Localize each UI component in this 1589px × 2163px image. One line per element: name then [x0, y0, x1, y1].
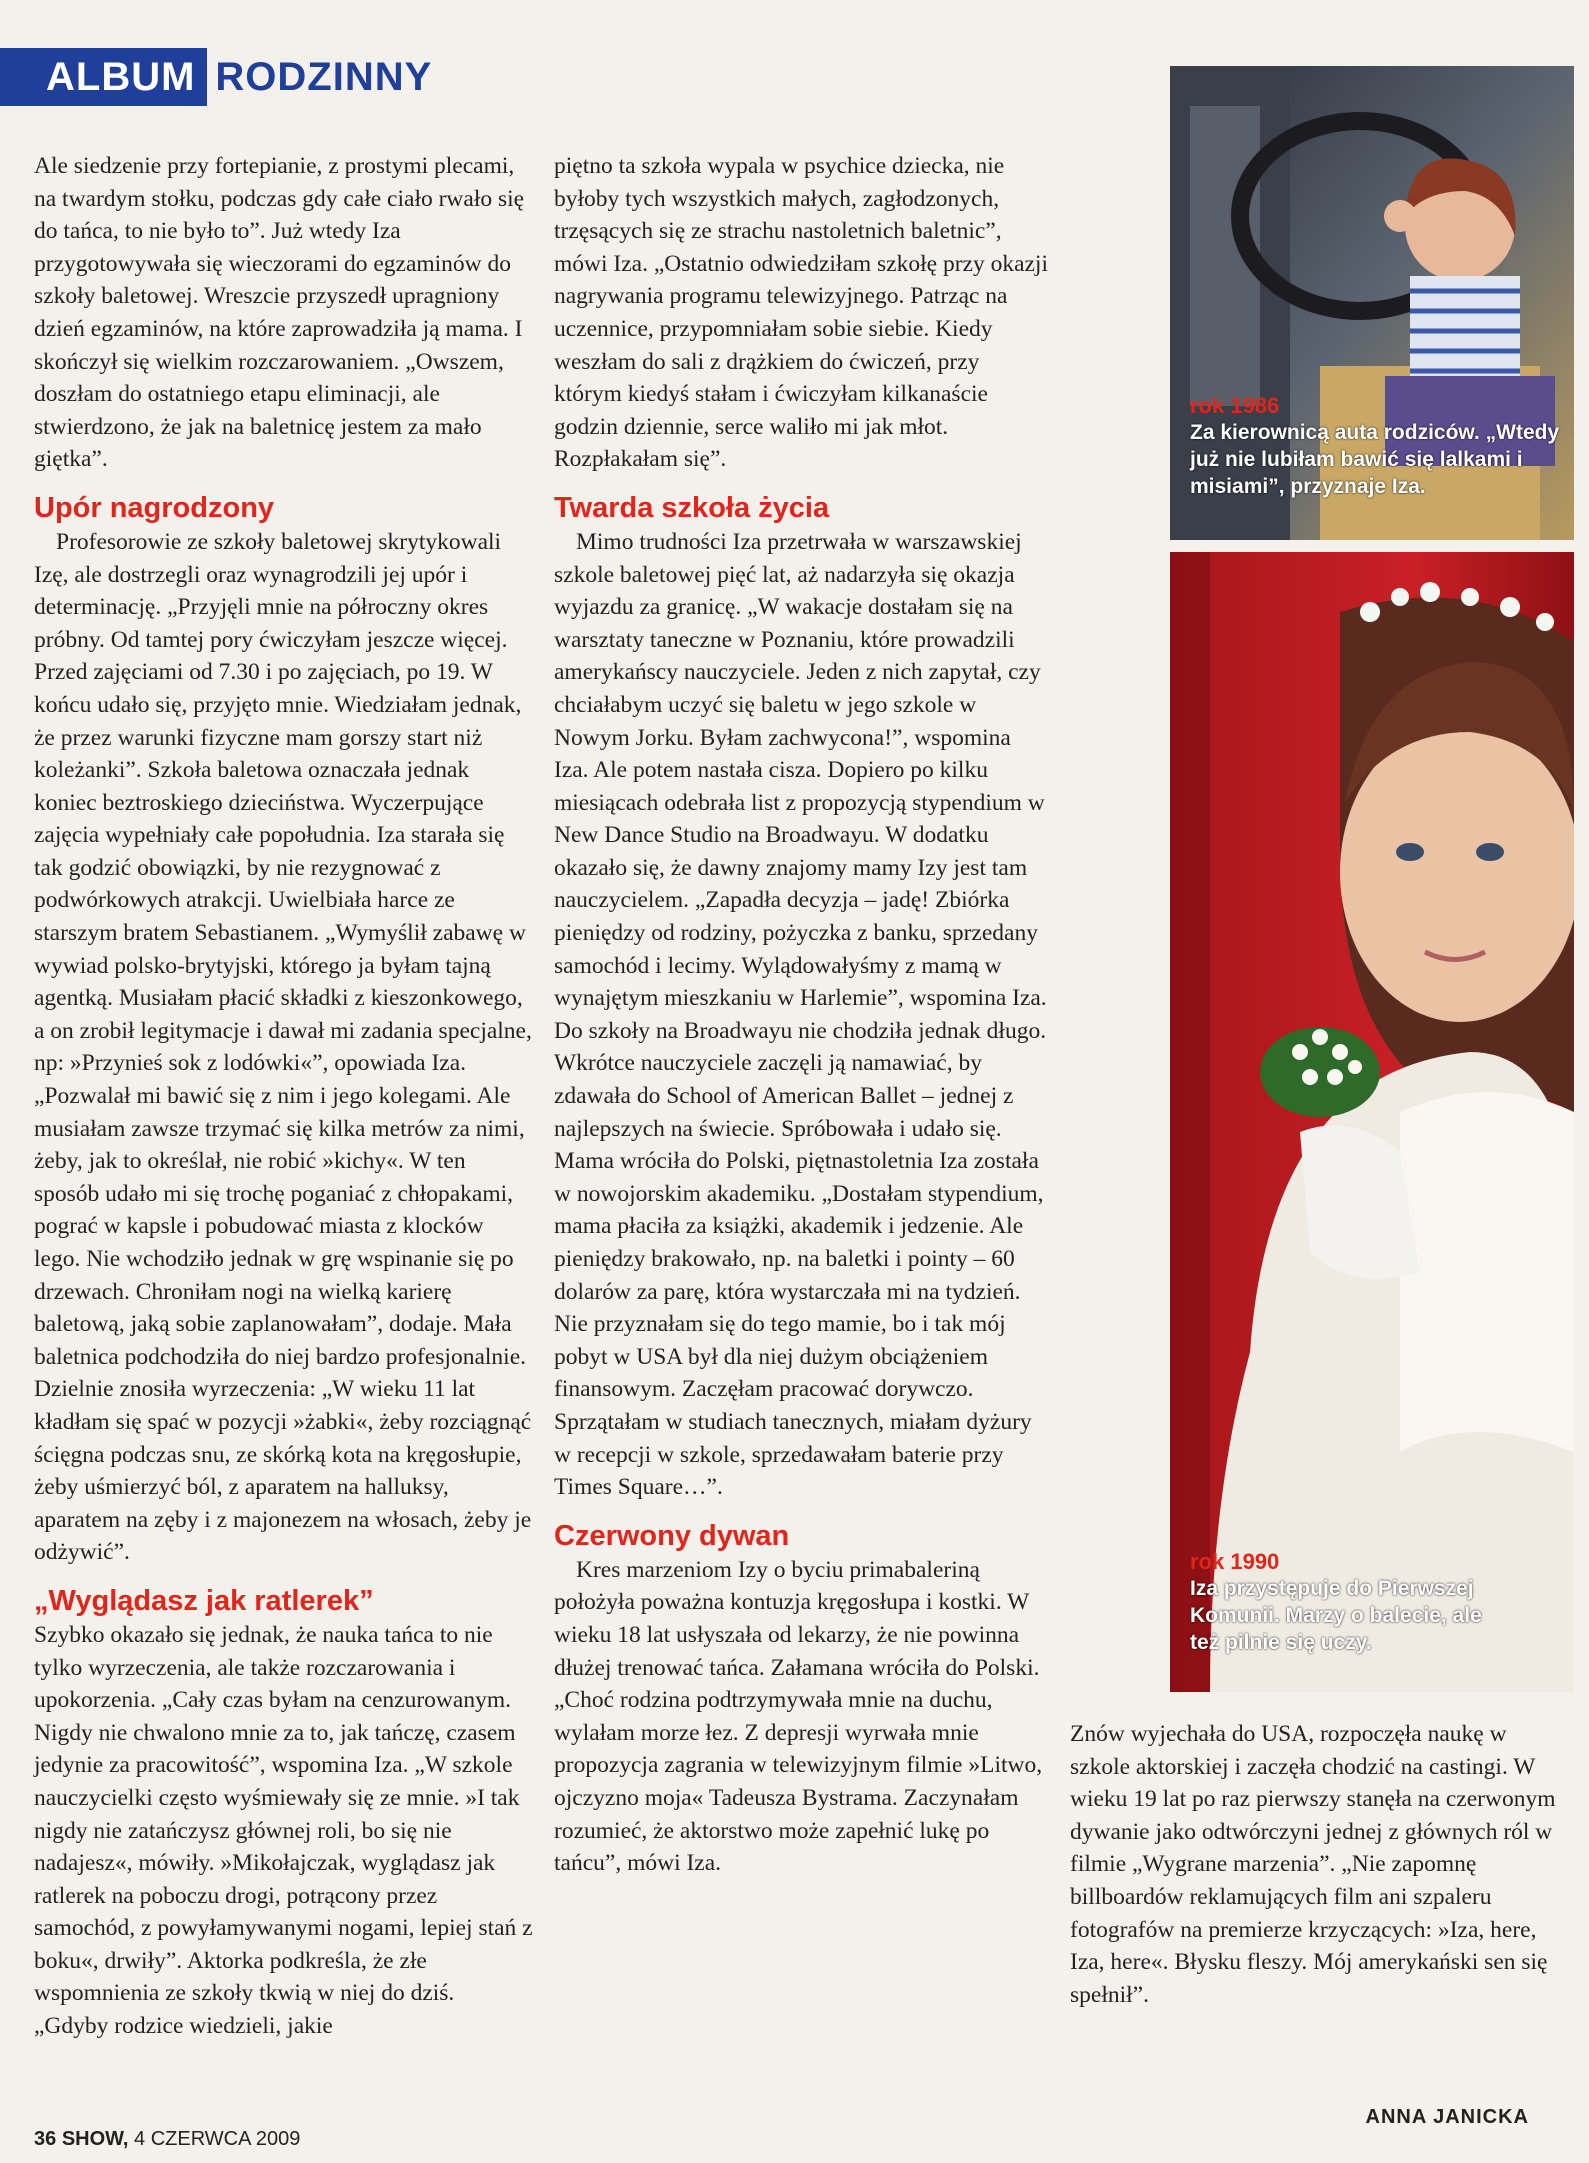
caption-year: rok 1986 [1190, 393, 1280, 418]
caption-1990 [1190, 1548, 1490, 1656]
paragraph: Kres marzeniom Izy o byciu primabaleriną położyła poważna kontuzja kręgosłupa i kostki. W wieku 18 lat usłyszała od lekarzy, że nie powinna dłużej trenować tańca. Załamana wróciła do Polski. „Choć rodzina podtrzymywała mnie na duchu, wylałam morze łez. Z depresji wyrwała mnie propozycja zagrania w telewizyjnym filmie »Litwo, ojczyzno moja« Tadeusza Bystrama. Zaczynałam rozumieć, że aktorstwo może zapełnić lukę po tańcu”, mówi Iza. [554, 1556, 1043, 1877]
paragraph: Znów wyjechała do USA, rozpoczęła naukę w szkole aktorskiej i zaczęła chodzić na castingi. W wieku 19 lat po raz pierwszy stanęła na czerwonym dywanie jako odtwórczyni jednej z głównych ról w filmie „Wygrane marzenia”. „Nie zapomnę billboardów reklamujących film ani szpaleru fotografów na premierze krzyczących: »Iza, here, Iza, here«. Błysku fleszy. Mój amerykański sen się spełnił”. [1070, 1721, 1556, 2008]
article-column-1 [34, 150, 534, 2043]
paragraph: Ale siedzenie przy fortepianie, z prostymi plecami, na twardym stołku, podczas gdy całe ciało rwało się do tańca, to nie było to”. Już wtedy Iza przygotowywała się wieczorami do egzaminów do szkoły baletowej. Wreszcie przyszedł upragniony dzień egzaminów, na które zaprowadziła ją mama. I skończył się wielkim rozczarowaniem. „Owszem, doszłam do ostatniego etapu eliminacji, ale stwierdzono, że jak na baletnicę jestem za mało giętka”. [34, 153, 525, 473]
section-header [0, 48, 432, 106]
paragraph: Szybko okazało się jednak, że nauka tańca to nie tylko wyrzeczenia, ale także rozczarowania i upokorzenia. „Cały czas byłam na cenzurowanym. Nigdy nie chwalono mnie za to, jak tańczę, czasem jedynie za pracowitość”, wspomina Iza. „W szkole nauczycielki często wyśmiewały się ze mnie. »I tak nigdy nie zatańczysz głównej roli, bo się nie nadajesz«, mówiły. »Mikołajczak, wyglądasz jak ratlerek na poboczu drogi, potrącony przez samochód, z powyłamywanymi nogami, lepiej stań z boku«, drwiły”. Aktorka podkreśla, że złe wspomnienia ze szkoły tkwią w niej do dziś. „Gdyby rodzice wiedzieli, jakie [34, 1621, 533, 2040]
subheading: „Wyglądasz jak ratlerek” [34, 1584, 374, 1617]
subheading: Twarda szkoła życia [554, 491, 830, 524]
header-album: ALBUM [0, 48, 207, 106]
author-byline: ANNA JANICKA [1365, 2106, 1529, 2128]
paragraph: Profesorowie ze szkoły baletowej skrytykowali Izę, ale dostrzegli oraz wynagrodzili jej upór i determinację. „Przyjęli mnie na półroczny okres próbny. Od tamtej pory ćwiczyłam jeszcze więcej. Przed zajęciami od 7.30 i po zajęciach, po 19. W końcu udało się, przyjęto mnie. Wiedziałam jednak, że przez warunki fizyczne mam gorszy start niż koleżanki”. Szkoła baletowa oznaczała jednak koniec beztroskiego dzieciństwa. Wyczerpujące zajęcia wypełniały całe popołudnia. Iza starała się tak godzić obowiązki, by nie rezygnować z podwórkowych atrakcji. Uwielbiała harce ze starszym bratem Sebastianem. „Wymyślił zabawę w wywiad polsko-brytyjski, którego ja byłam tajną agentką. Musiałam płacić składki z kieszonkowego, a on zrobił legitymacje i dawał mi zadania specjalne, np: »Przynieś sok z lodówki«”, opowiada Iza. „Pozwalał mi bawić się z nim i jego kolegami. Ale musiałam zawsze trzymać się kilka metrów za nimi, żeby, jak to określał, nie robić »kichy«. W ten sposób udało mi się trochę poganiać z chłopakami, pograć w kapsle i pobudować miasta z klocków lego. Nie wchodziło jednak w grę wspinanie się po drzewach. Chroniłam nogi na wielką karierę baletową, jaką sobie zaplanowałam”, dodaje. Mała baletnica podchodziła do niej bardzo profesjonalnie. Dzielnie znosiła wyrzeczenia: „W wieku 11 lat kładłam się spać w pozycji »żabki«, żeby rozciągnąć ścięgna podczas snu, ze skórką kota na kręgosłupie, żeby uśmierzyć ból, z aparatem na halluksy, aparatem na zęby i z majonezem na włosach, żeby je odżywić”. [34, 528, 532, 1566]
article-column-3 [1070, 1718, 1560, 2011]
issue-date: 4 CZERWCA 2009 [134, 2128, 301, 2150]
paragraph: Mimo trudności Iza przetrwała w warszawskiej szkole baletowej pięć lat, aż nadarzyła się okazja wyjazdu za granicę. „W wakacje dostałam się na warsztaty taneczne w Poznaniu, które prowadzili amerykańscy nauczyciele. Jeden z nich zapytał, czy chciałabym uczyć się baletu w jego szkole w Nowym Jorku. Byłam zachwycona!”, wspomina Iza. Ale potem nastała cisza. Dopiero po kilku miesiącach odebrała list z propozycją stypendium w New Dance Studio na Broadwayu. W dodatku okazało się, że dawny znajomy mamy Izy jest tam nauczycielem. „Zapadła decyzja – jadę! Zbiórka pieniędzy od rodziny, pożyczka z banku, sprzedany samochód i lecimy. Wylądowałyśmy z mamą w wynajętym mieszkaniu w Harlemie”, wspomina Iza. Do szkoły na Broadwayu nie chodziła jednak długo. Wkrótce nauczyciele zaczęli ją namawiać, by zdawała do School of American Ballet – jednej z najlepszych na świecie. Spróbowała i udało się. Mama wróciła do Polski, piętnastoletnia Iza została w nowojorskim akademiku. „Dostałam stypendium, mama płaciła za książki, akademik i jedzenie. Ale pieniędzy brakowało, np. na baletki i pointy – 60 dolarów za parę, która wystarczała mi na tydzień. Nie przyznałam się do tego mamie, bo i tak mój pobyt w USA był dla niej dużym obciążeniem finansowym. Zaczęłam pracować dorywczo. Sprzątałam w studiach tanecznych, miałam dyżury w recepcji w szkole, sprzedawałam baterie przy Times Square…”. [554, 528, 1047, 1501]
subheading: Upór nagrodzony [34, 491, 275, 524]
caption-text: Za kierownicą auta rodziców. „Wtedy już nie lubiłam bawić się lalkami i misiami”, przyznaje Iza. [1190, 421, 1560, 498]
page-number: 36 [34, 2128, 57, 2150]
caption-text: Iza przystępuje do Pierwszej Komunii. Marzy o balecie, ale też pilnie się uczy. [1190, 1577, 1482, 1654]
photo-1986 [1170, 66, 1574, 540]
caption-1986 [1190, 392, 1570, 500]
magazine-name: SHOW, [61, 2128, 129, 2150]
article-column-2 [554, 150, 1050, 1880]
photo-1990 [1170, 552, 1574, 1692]
subheading: Czerwony dywan [554, 1519, 790, 1552]
header-rodzinny: RODZINNY [215, 54, 433, 99]
caption-year: rok 1990 [1190, 1549, 1280, 1574]
paragraph: piętno ta szkoła wypala w psychice dziecka, nie byłoby tych wszystkich małych, zagłodzonych, trzęsących się ze strachu nastoletnich baletnic”, mówi Iza. „Ostatnio odwiedziłam szkołę przy okazji nagrywania programu telewizyjnego. Patrząc na uczennice, przypomniałam sobie siebie. Kiedy weszłam do sali z drążkiem do ćwiczeń, przy którym kiedyś stałam i ćwiczyłam kilkanaście godzin dziennie, serce waliło mi jak młot. Rozpłakałam się”. [554, 153, 1048, 473]
page-footer [34, 2128, 300, 2151]
